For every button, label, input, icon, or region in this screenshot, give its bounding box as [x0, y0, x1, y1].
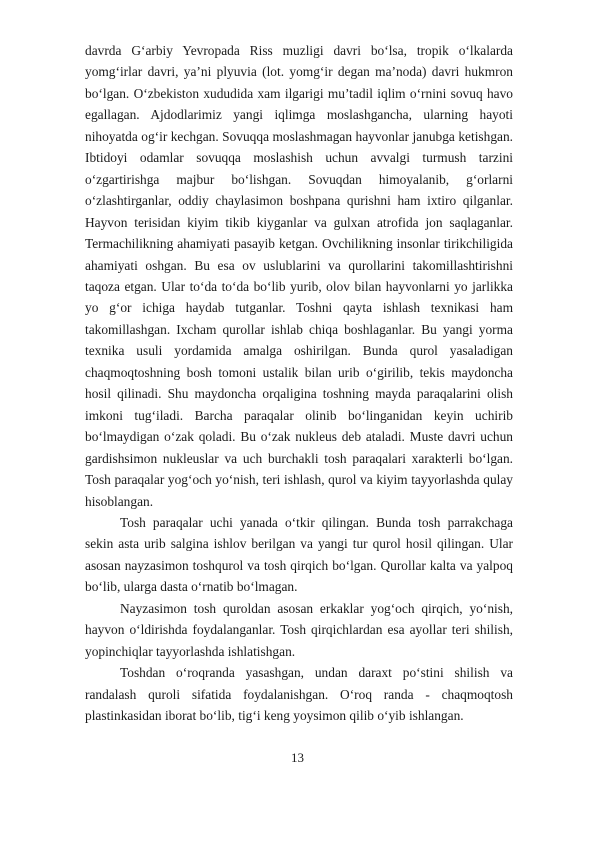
- paragraph-4: Toshdan o‘roqranda yasashgan, undan daraxt po‘stini shilish va randalash quroli sifatida foydalanishgan. O‘roq randa - chaqmoqtosh plastinkasidan iborat bo‘lib, tig‘i keng yoysimon qilib o‘yib ishlangan.: [85, 665, 513, 724]
- paragraph-3: Nayzasimon tosh quroldan asosan erkaklar yog‘och qirqich, yo‘nish, hayvon o‘ldirishda foydalanganlar. Tosh qirqichlardan esa ayollar teri shilish, yopinchiqlar tayyorlashda ishlatishgan.: [85, 600, 513, 659]
- paragraph-1: davrda G‘arbiy Yevropada Riss muzligi davri bo‘lsa, tropik o‘lkalarda yomg‘irlar davri, ya’ni plyuvia (lot. yomg‘ir degan ma’noda) davri hukmron bo‘lgan. O‘zbekiston xududida xam ilgarigi mu’tadil iqlim o‘rnini sovuq havo egallagan. Ajdodlarimiz yangi iqlimga moslashgancha, ularning hayoti nihoyatda og‘ir kechgan. Sovuqqa moslashmagan hayvonlar janubga ketishgan. Ibtidoyi odamlar sovuqqa moslashish uchun avvalgi turmush tarzini o‘zgartirishga majbur bo‘lishgan. Sovuqdan himoyalanib, g‘orlarni o‘zlashtirganlar, oddiy chaylasimon boshpana qurishni ham ixtiro qilganlar. Hayvon terisidan kiyim tikib kiyganlar va gulxan atrofida jon saqlaganlar. Termachilikning ahamiyati pasayib ketgan. Ovchilikning insonlar tirikchiligida ahamiyati oshgan. Bu esa ov uslublarini va qurollarini takomillashtirishni taqoza etgan. Ular to‘da to‘da bo‘lib yurib, olov bilan hayvonlarni yo jarlikka yo g‘or ichiga haydab tutganlar. Toshni qayta ishlash texnikasi ham takomillashgan. Ixcham qurollar ishlab chiqa boshlaganlar. Bu yangi yorma texnika usuli yordamida amalga oshirilgan. Bunda qurol yasaladigan chaqmoqtoshning bosh tomoni ustalik bilan urib o‘girilib, tekis maydoncha hosil qilinadi. Shu maydoncha orqaligina toshning mayda paraqalarini olish imkoni tug‘iladi. Barcha paraqalar olinib bo‘linganidan keyin uchirib bo‘lmaydigan o‘zak qoladi. Bu o‘zak nukleus deb ataladi. Muste davri uchun gardishsimon nukleuslar va uch burchakli tosh paraqalari xarakterli bo‘lgan. Tosh paraqalar yog‘och yo‘nish, teri ishlash, qurol va kiyim tayyorlashda qulay hisoblangan.: [85, 43, 513, 509]
- paragraph-2: Tosh paraqalar uchi yanada o‘tkir qilingan. Bunda tosh parrakchaga sekin asta urib salgina ishlov berilgan va yangi tur qurol hosil qilingan. Ular asosan nayzasimon toshqurol va tosh qirqich bo‘lgan. Qurollar kalta va yalpoq bo‘lib, ularga dasta o‘rnatib bo‘lmagan.: [85, 514, 513, 595]
- document-body: [85, 40, 513, 727]
- page-number: 13: [291, 750, 304, 765]
